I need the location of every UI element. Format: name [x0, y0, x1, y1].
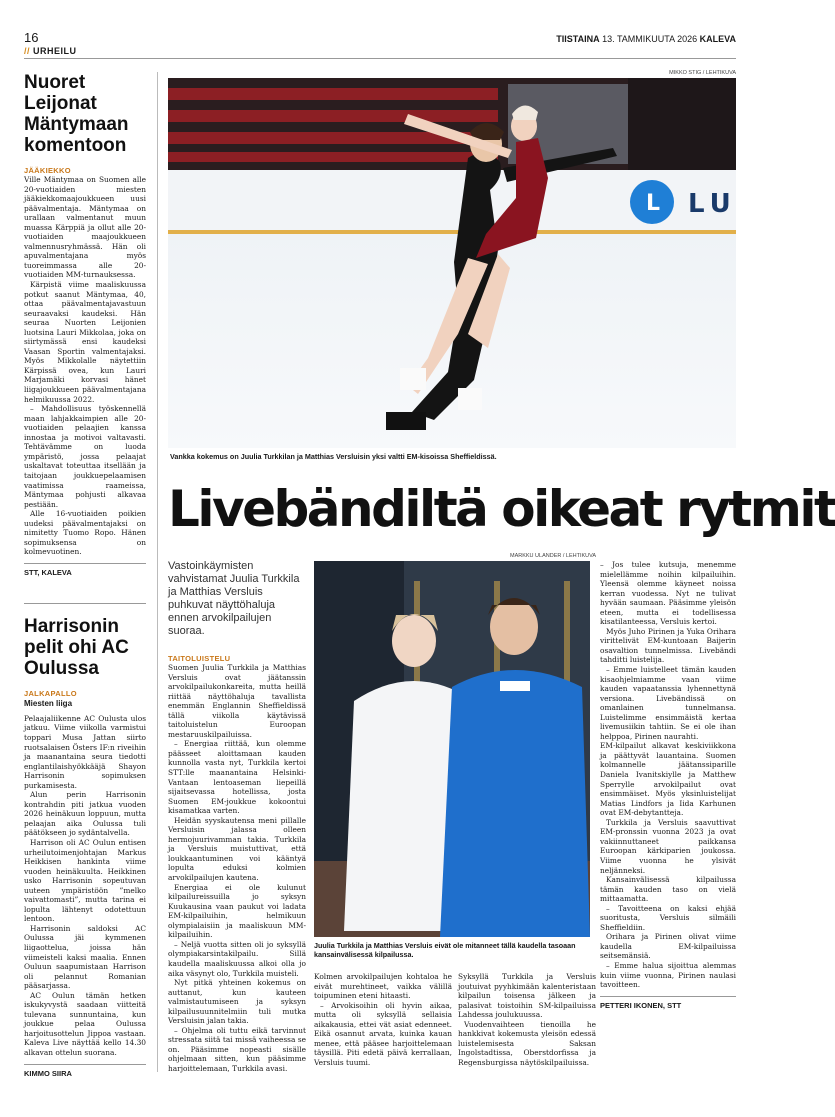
paragraph: – Emme halua sijoittua alemmas kuin viime vuonna, Pirinen naulasi tavoitteen.	[600, 960, 736, 990]
header-rule	[24, 58, 736, 59]
headline-mantymaa: Nuoret Leijonat Mäntymaan komentoon	[24, 72, 129, 156]
body-mantymaa	[24, 175, 146, 557]
paragraph: AC Oulun tämän hetken iskukyvystä saadaan viitteitä tulevana sunnuntaina, kun joukkue pelaa Oulussa harjoitusottelun Jippoa vastaan. Kaleva Live näyttää kello 14.30 alkavan ottelun suorana.	[24, 990, 146, 1058]
section-label	[24, 46, 77, 56]
main-col-3	[458, 972, 596, 1067]
tag-jaakiekko: JÄÄKIEKKO	[24, 166, 71, 175]
main-headline: Livebändiltä oikeat rytmit	[168, 480, 835, 538]
paragraph: – Mahdollisuus työskennellä maan lahjakkaimpien alle 20-vuotiaiden pelaajien kanssa innostaa ja motivoi valtavasti. Tehtävämme on luoda ympäristö, jossa pelaajat uskaltavat toteuttaa itsellään ja taitojaan joukkuepelaamisen vaatimissa raameissa, Mäntymaa pohjusti alkavaa pestiään.	[24, 404, 146, 509]
paragraph: Turkkila ja Versluis saavuttivat EM-pronssin vuonna 2023 ja ovat vakiinnuttaneet paikkansa Euroopan kärkiparien joukossa. Viime vuonna he ylsivät neljänneksi.	[600, 817, 736, 875]
paragraph: – Ohjelma oli tuttu eikä tarvinnut stressata siitä tai missä vaiheessa se on. Pääsimme nopeasti sisälle ohjelmaan sitten, kun pääsimme harjoittelemaan, Turkkila avasi.	[168, 1025, 306, 1073]
byline-harrison: KIMMO SIIRA	[24, 1064, 146, 1078]
photo2-caption: Juulia Turkkila ja Matthias Versluis eivät ole mitanneet tällä kaudella tasoaan kansainvälisessä kilpailussa.	[314, 941, 576, 959]
date: 13. TAMMIKUUTA 2026	[602, 34, 698, 44]
paragraph: EM-kilpailut alkavat keskiviikkona ja päättyvät lauantaina. Suomen kolmannelle jäätanssiparille Daniela Ivanitskiylle ja Matthew Sperrylle arvokilpailut ovat ensimmäiset. Myös yksinluistelijat Matias Lindfors ja Iida Karhunen ovat EM-debytanttejа.	[600, 741, 736, 818]
paragraph: Pelaajaliikenne AC Oulusta ulos jatkuu. Viime viikolla varmistui toppari Musa Jattan siirto ruotsalaisen Östers IF:n riveihin ja maanantaina seura tiedotti englantilaishyökkääjä Shayon Harrisonin sopimuksen purkamisesta.	[24, 713, 146, 790]
paragraph: Syksyllä Turkkila ja Versluis joutuivat pyyhkimään kalenteristaan kilpailun toisensa jälkeen ja palasivat toistoihin SM-kilpailuissa Lahdessa joulukuussa.	[458, 972, 596, 1020]
paragraph: – Energiaa riittää, kun olemme päässeet aloittamaan kauden kunnolla vasta nyt, Turkkila kertoi STT:lle maanantaina Helsinki-Vantaan lentoaseman liepeillä sijaitsevassa hotellissa, josta Suomen EM-joukkue kokoontui kisamatkaa varten.	[168, 739, 306, 816]
paragraph: – Arvokisoihin oli hyvin aikaa, mutta oli syksyllä sellaisia aikakausia, ettei vät asiat edenneet. Eikä osannut arvata, kuinka kauan menee, että pääsee harjoittelemaan täysillä. Piti edetä päivä kerrallaan, Versluis tuumi.	[314, 1000, 452, 1067]
main-col-1	[168, 654, 306, 1074]
body-col-4	[600, 560, 736, 990]
photo-skaters-portrait	[314, 561, 590, 937]
paragraph: Ville Mäntymaa on Suomen alle 20-vuotiaiden miesten jääkiekkomaajoukkueen uusi päävalmentaja. Mäntymaa on urallaan valmentanut muun muassa Kärppiä ja ollut alle 20-vuotiaiden maajoukkueen valmennusryhmässä. Hän oli apuvalmentajana myös tuoreimmassa alle 20-vuotiaiden MM-turnauksessa.	[24, 175, 146, 280]
paragraph: Kärpistä viime maaliskuussa potkut saanut Mäntymaa, 40, ottaa päävalmentajavastuun seuraavaksi kaudeksi. Hän seuraa Nuorten Leijonien luotsina Lauri Mikkolaa, joka on siirtymässä ensi kaudeksi Vaasan Sportin valmentajaksi. Myös Mikkolalle näytettiin Kärpissä ovea, kun Lauri Marjamäki korvasi hänet liigajoukkueen päävalmentajana helmikuussa 2022.	[24, 280, 146, 404]
photo1-caption: Vankka kokemus on Juulia Turkkilan ja Matthias Versluisin yksi valtti EM-kisoissa Sheffieldissä.	[170, 452, 497, 461]
paragraph: Energiaa ei ole kulunut kilpailureissuilla jo syksyn Kuukausina vaan paukut voi ladata EM-kilpailuihin, helmikuun olympialaisiin ja maaliskuun MM-kilpailuihin.	[168, 882, 306, 940]
article-harrison	[24, 603, 146, 1078]
paragraph: Harrison oli AC Oulun entisen urheilutoimenjohtajan Markus Heikkisen hankinta viime vuoden heinäkuulta. Heikkinen usko Harrisonin sopeutuvan uuteen ympäristöön ”melko vaivattomasti”, mutta tarina ei lopulta lähtenyt odotettuun lentoon.	[24, 837, 146, 924]
paragraph: Suomen Juulia Turkkila ja Matthias Versluis ovat jäätanssin arvokilpailukonkareita, mutta heillä riittää näyttöhaluja tavallista enemmän Englannin Sheffieldissä tällä viikolla käytävissä taitoluistelun Euroopan mestaruuskilpailuissa.	[168, 663, 306, 739]
paragraph: Kolmen arvokilpailujen kohtaloa he eivät murehtineet, vaikka välillä toipuminen eteni hitaasti.	[314, 972, 452, 1001]
body-col-3	[458, 972, 596, 1067]
paper-name: KALEVA	[699, 34, 736, 44]
paragraph: Alun perin Harrisonin kontrahdin piti jatkua vuoden 2026 heinäkuun loppuun, mutta pelaajan aika Oulussa tuli päätökseen jo sydäntalvella.	[24, 790, 146, 838]
ice-dance-photo-illustration	[168, 78, 736, 448]
photo2-credit: MARKKU ULANDER / LEHTIKUVA	[510, 553, 597, 559]
article-mantymaa	[24, 72, 146, 577]
body-col-1	[168, 663, 306, 1074]
section-name: URHEILU	[33, 46, 77, 56]
paragraph: Vuodenvaihteen tienoilla he hankkivat kokemusta yleisön edessä luistelemisesta Saksan Ingolstadtissa, Oberstdorfissa ja Regensburgissa näytöskilpailuissa.	[458, 1019, 596, 1067]
paragraph: Kansainvälisessä kilpailussa tämän kauden taso on vielä mittaamatta.	[600, 875, 736, 904]
subtag-miesten-liiga: Miesten liiga	[24, 698, 73, 708]
column-rule	[157, 72, 158, 1072]
svg-text:L: L	[646, 191, 661, 216]
body-harrison	[24, 714, 146, 1058]
paragraph: – Jos tulee kutsuja, menemme mielellämme noihin kilpailuihin. Yleensä olemme käyneet noissa kerran vuodessa. Nyt ne tulivat hyvään saumaan. Pääsimme yleisön eteen, mutta ei todellisessa kisatilanteessa, Versluis kertoi.	[600, 560, 736, 627]
weekday: TIISTAINA	[556, 34, 600, 44]
main-col-2	[314, 972, 452, 1067]
paragraph: Orihara ja Pirinen olivat viime kaudella EM-kilpailuissa seitsemänsiä.	[600, 932, 736, 961]
byline-mantymaa: STT, KALEVA	[24, 563, 146, 577]
skaters-portrait-illustration	[314, 561, 590, 937]
tag-jalkapallo: JALKAPALLO	[24, 688, 77, 698]
svg-text:LU: LU	[688, 189, 737, 219]
byline-main: PETTERI IKONEN, STT	[600, 996, 736, 1010]
photo1-credit: MIKKO STIG / LEHTIKUVA	[669, 70, 736, 76]
page-number: 16	[24, 30, 39, 45]
paragraph: Harrisonin saldoksi AC Oulussa jäi kymmenen liigaottelua, joissa hän viimeisteli kaksi maalia. Ennen Ouluun saapumistaan Harrison oli pelannut Romanian pääsarjassa.	[24, 923, 146, 991]
body-col-2	[314, 972, 452, 1067]
paragraph: – Neljä vuotta sitten oli jo syksyllä olympiakarsintakilpailu. Sillä kaudella maaliskuussa alkoi olla jo aika väsynyt olo, Turkkila muisteli.	[168, 939, 306, 978]
lead-paragraph: Vastoinkäymisten vahvistamat Juulia Turkkila ja Matthias Versluis puhkuvat näyttöhaluja ennen arvokilpailujen suoraa.	[168, 560, 300, 637]
tag-taitoluistelu: TAITOLUISTELU	[168, 654, 231, 663]
photo-ice-dance	[168, 78, 736, 448]
paragraph: – Tavoitteena on kaksi ehjää suoritusta, Versluis silmäili Sheffieldiin.	[600, 903, 736, 932]
paragraph: Nyt pitkä yhteinen kokemus on auttanut, kun kauteen valmistautumiseen ja syksyn kilpailusuunnitelmiin tuli mutka Versluisin jalan takia.	[168, 978, 306, 1026]
main-col-4	[600, 560, 736, 1010]
headline-harrison: Harrisonin pelit ohi AC Oulussa	[24, 615, 129, 679]
left-column	[24, 72, 146, 1078]
section-bar-icon: //	[24, 46, 31, 56]
paragraph: Heidän syyskautensa meni pillalle Versluisin jalassa olleen hermojuurivamman takia. Turkkila ja Versluis muistuttivat, että loukkaantuminen voi kääntyä lopulta eduksi kolmien arvokilpailujen kautena.	[168, 815, 306, 883]
dateline	[556, 34, 736, 44]
paragraph: Myös Juho Pirinen ja Yuka Orihara virittelivät EM-kuntoaan Baijerin osavaltion tunnelmissa. Livebändi tahditti luistelija.	[600, 626, 736, 665]
paragraph: Alle 16-vuotiaiden poikien uudeksi päävalmentajaksi on nimitetty Tuomo Ropo. Hänen sopimuksensa on kolmevuotinen.	[24, 509, 146, 557]
paragraph: – Emme luistelleet tämän kauden kisaohjelmiamme vaan viime kauden vapaatanssia lyhennettynä versiona. Livebändissä on omanlainen tunnelmansa. Luistelimme ensimmäistä kertaa livemusiikin tahtiin. Se ei ole ihan helppoa, Pirinen naurahti.	[600, 665, 736, 741]
